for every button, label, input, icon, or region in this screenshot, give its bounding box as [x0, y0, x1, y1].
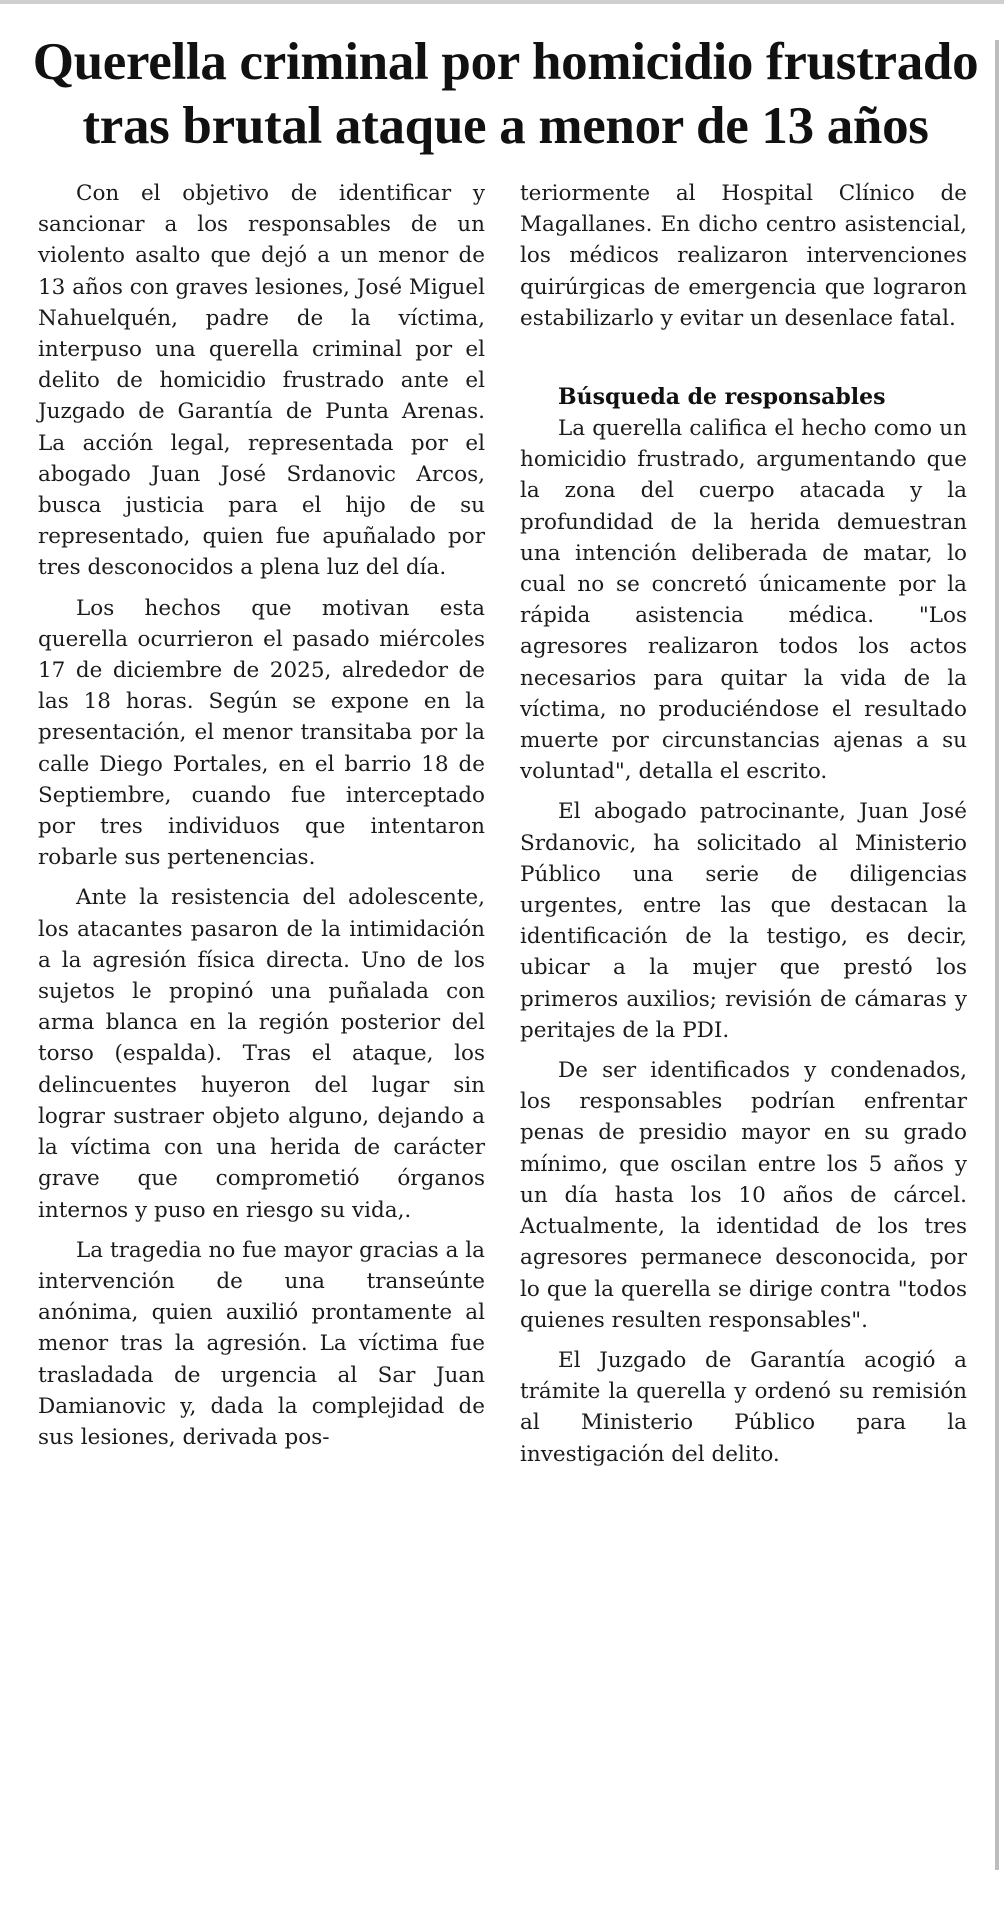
top-rule: [0, 0, 1004, 4]
column-rule-right: [995, 40, 999, 1870]
article-column-left: [38, 178, 485, 1453]
body-paragraph: La tragedia no fue mayor gracias a la intervención de una transeúnte anónima, quien auxilió prontamente al menor tras la agresión. La víctima fue trasladada de urgencia al Sar Juan Damianovic y, dada la complejidad de sus lesiones, derivada pos-: [38, 1237, 485, 1450]
body-paragraph: Los hechos que motivan esta querella ocurrieron el pasado miércoles 17 de diciembre de 2025, alrededor de las 18 horas. Según se expone en la presentación, el menor transitaba por la calle Diego Portales, en el barrio 18 de Septiembre, cuando fue interceptado por tres individuos que intentaron robarle sus pertenencias.: [38, 595, 485, 871]
article-subheading: Búsqueda de responsables: [558, 384, 886, 411]
body-paragraph: El abogado patrocinante, Juan José Srdanovic, ha solicitado al Ministerio Público una serie de diligencias urgentes, entre las que destacan la identificación de la testigo, es decir, ubicar a la mujer que prestó los primeros auxilios; revisión de cámaras y peritajes de la PDI.: [520, 799, 967, 1043]
article-headline: Querella criminal por homicidio frustrado tras brutal ataque a menor de 13 años: [32, 33, 979, 155]
body-paragraph: La querella califica el hecho como un homicidio frustrado, argumentando que la zona del cuerpo atacada y la profundidad de la herida demuestran una intención deliberada de matar, lo cual no se concretó únicamente por la rápida asistencia médica. "Los agresores realizaron todos los actos necesarios para quitar la vida de la víctima, no produciéndose el resultado muerte por circunstancias ajenas a su voluntad", detalla el escrito.: [520, 416, 967, 785]
article-column-right: [520, 178, 967, 1470]
body-paragraph: De ser identificados y condenados, los responsables podrían enfrentar penas de presidio mayor en su grado mínimo, que oscilan entre los 5 años y un día hasta los 10 años de cárcel. Actualmente, la identidad de los tres agresores permanece desconocida, por lo que la querella se dirige contra "todos quienes resulten responsables".: [520, 1058, 967, 1333]
body-paragraph: Con el objetivo de identificar y sancionar a los responsables de un violento asalto que dejó a un menor de 13 años con graves lesiones, José Miguel Nahuelquén, padre de la víctima, interpuso una querella criminal por el delito de homicidio frustrado ante el Juzgado de Garantía de Punta Arenas. La acción legal, representada por el abogado Juan José Srdanovic Arcos, busca justicia para el hijo de su representado, quien fue apuñalado por tres desconocidos a plena luz del día.: [38, 181, 485, 581]
body-paragraph-continued: teriormente al Hospital Clínico de Magallanes. En dicho centro asistencial, los médicos realizaron intervenciones quirúrgicas de emergencia que lograron estabilizarlo y evitar un desenlace fatal.: [520, 181, 967, 331]
body-paragraph: Ante la resistencia del adolescente, los atacantes pasaron de la intimidación a la agresión física directa. Uno de los sujetos le propinó una puñalada con arma blanca en la región posterior del torso (espalda). Tras el ataque, los delincuentes huyeron del lugar sin lograr sustraer objeto alguno, dejando a la víctima con una herida de carácter grave que comprometió órganos internos y puso en riesgo su vida,.: [38, 885, 485, 1223]
body-paragraph: El Juzgado de Garantía acogió a trámite la querella y ordenó su remisión al Ministerio Público para la investigación del delito.: [520, 1347, 967, 1467]
